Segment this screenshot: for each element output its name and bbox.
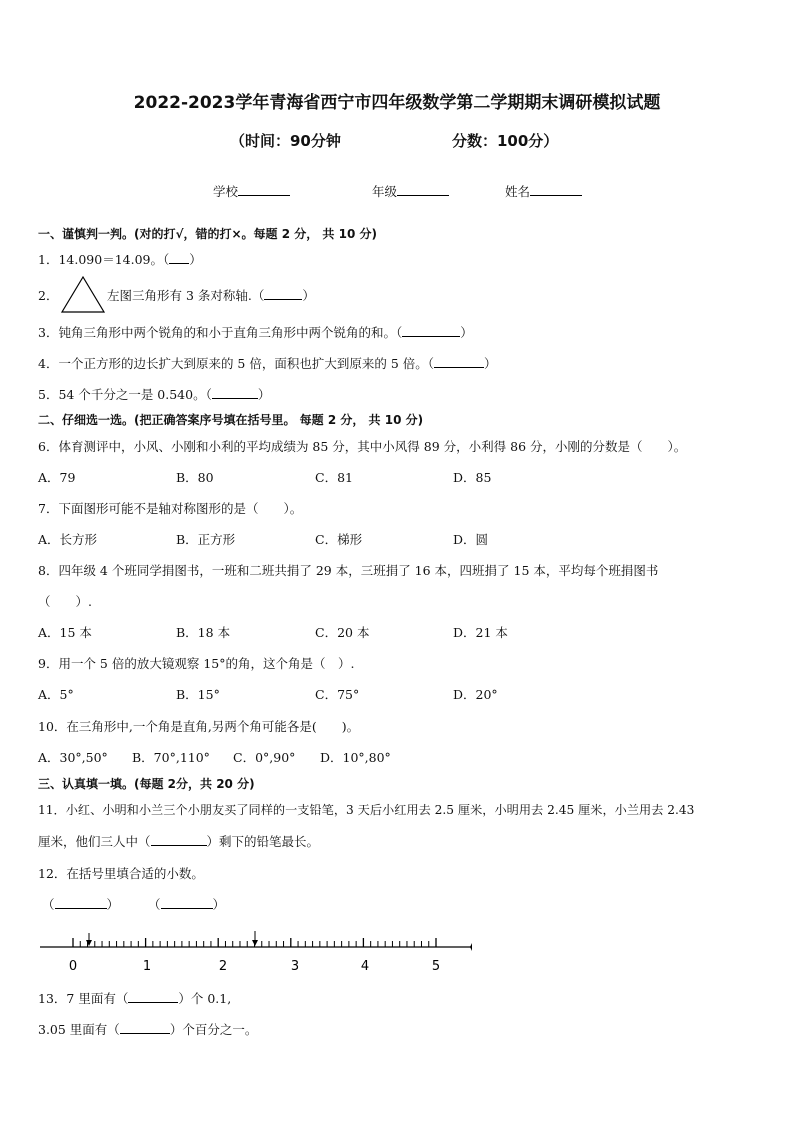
question-6: 6．体育测评中，小风、小刚和小利的平均成绩为 85 分，其中小风得 89 分，小利得 86 分，小刚的分数是（ ）。 bbox=[38, 439, 687, 454]
name-label: 姓名 bbox=[505, 184, 531, 199]
option-c: C．0°,90° bbox=[233, 750, 296, 765]
school-blank bbox=[238, 183, 290, 196]
paren-close: ） bbox=[189, 252, 202, 267]
option-d: D．21 本 bbox=[453, 625, 508, 640]
question-11-text-b: ）剩下的铅笔最长。 bbox=[206, 834, 320, 849]
option-a: A．30°,50° bbox=[38, 750, 108, 765]
option-d: D．85 bbox=[453, 470, 492, 485]
paren-close: ） bbox=[212, 897, 226, 912]
option-a: A．15 本 bbox=[38, 625, 92, 640]
option-d: D．10°,80° bbox=[320, 750, 391, 765]
option-a: A．5° bbox=[38, 687, 74, 702]
option-c: C．梯形 bbox=[315, 532, 363, 547]
tick-label-2: 2 bbox=[218, 959, 228, 974]
question-9: 9．用一个 5 倍的放大镜观察 15°的角，这个角是（ ）. bbox=[38, 656, 355, 671]
question-8: 8．四年级 4 个班同学捐图书，一班和二班共捐了 29 本，三班捐了 16 本，四班捐了 15 本，平均每个班捐图书 bbox=[38, 563, 659, 578]
number-line-arrow bbox=[470, 943, 472, 951]
question-10: 10．在三角形中,一个角是直角,另两个角可能各是( )。 bbox=[38, 719, 360, 734]
school-label: 学校 bbox=[213, 184, 239, 199]
option-b: B．70°,110° bbox=[132, 750, 210, 765]
tick-label-5: 5 bbox=[431, 959, 441, 974]
exam-score: 分数：100分） bbox=[452, 132, 559, 150]
answer-blank bbox=[169, 252, 189, 264]
question-1 bbox=[38, 250, 202, 268]
grade-field bbox=[372, 182, 449, 200]
question-3 bbox=[38, 323, 473, 341]
section-1-heading: 一、谨慎判一判。(对的打√，错的打×。每题 2 分， 共 10 分) bbox=[38, 227, 377, 241]
school-field bbox=[213, 182, 290, 200]
exam-time: （时间：90分钟 bbox=[230, 132, 341, 150]
question-12: 12．在括号里填合适的小数。 bbox=[38, 866, 204, 881]
tick-label-0: 0 bbox=[68, 959, 78, 974]
question-7: 7．下面图形可能不是轴对称图形的是（ ）。 bbox=[38, 501, 303, 516]
question-5-text: 5．54 个千分之一是 0.540。（ bbox=[38, 387, 212, 402]
tick-label-3: 3 bbox=[290, 959, 300, 974]
page-title: 2022-2023学年青海省西宁市四年级数学第二学期期末调研模拟试题 bbox=[133, 93, 661, 113]
paren-open: （ bbox=[42, 897, 55, 912]
question-13-text-c: 3.05 里面有（ bbox=[38, 1022, 120, 1037]
question-4-text: 4．一个正方形的边长扩大到原来的 5 倍，面积也扩大到原来的 5 倍。（ bbox=[38, 356, 435, 371]
question-3-text: 3．钝角三角形中两个锐角的和小于直角三角形中两个锐角的和。（ bbox=[38, 325, 403, 340]
paren-close: ） bbox=[106, 897, 120, 912]
question-5 bbox=[38, 385, 270, 403]
question-2-text: 左图三角形有 3 条对称轴.（ bbox=[107, 288, 265, 303]
name-blank bbox=[530, 183, 582, 196]
answer-blank bbox=[212, 387, 258, 399]
grade-blank bbox=[397, 183, 449, 196]
answer-blank bbox=[402, 325, 460, 337]
option-b: B．正方形 bbox=[176, 532, 236, 547]
question-13-text-a: 13．7 里面有（ bbox=[38, 991, 129, 1006]
answer-blank bbox=[120, 1022, 170, 1034]
option-d: D．圆 bbox=[453, 532, 489, 547]
answer-blank bbox=[161, 897, 213, 909]
question-13-text-b: ）个 0.1, bbox=[178, 991, 232, 1006]
paren-open: （ bbox=[148, 897, 161, 912]
question-11-cont bbox=[38, 832, 319, 850]
tick-label-4: 4 bbox=[360, 959, 370, 974]
option-b: B．18 本 bbox=[176, 625, 231, 640]
number-line bbox=[36, 925, 476, 975]
answer-paren-2 bbox=[148, 895, 225, 913]
question-11-text-a: 厘米，他们三人中（ bbox=[38, 834, 151, 849]
option-b: B．80 bbox=[176, 470, 214, 485]
paren-close: ） bbox=[460, 325, 473, 340]
question-2-number: 2． bbox=[38, 288, 59, 303]
pointer-arrow-1 bbox=[86, 933, 92, 946]
answer-paren-1 bbox=[42, 895, 119, 913]
answer-blank bbox=[434, 356, 484, 368]
option-b: B．15° bbox=[176, 687, 220, 702]
option-c: C．20 本 bbox=[315, 625, 370, 640]
question-1-text: 1．14.090＝14.09。（ bbox=[38, 252, 170, 267]
option-c: C．81 bbox=[315, 470, 353, 485]
paren-close: ） bbox=[302, 288, 315, 303]
triangle-shape bbox=[62, 277, 104, 312]
section-2-heading: 二、仔细选一选。(把正确答案序号填在括号里。 每题 2 分， 共 10 分) bbox=[38, 413, 424, 427]
paren-close: ） bbox=[484, 356, 497, 371]
answer-blank bbox=[128, 991, 178, 1003]
answer-blank bbox=[55, 897, 107, 909]
question-2 bbox=[107, 286, 315, 304]
question-4 bbox=[38, 354, 497, 372]
name-field bbox=[505, 182, 582, 200]
question-8-cont: （ ）. bbox=[38, 594, 92, 609]
grade-label: 年级 bbox=[372, 184, 398, 199]
question-11: 11．小红、小明和小兰三个小朋友买了同样的一支铅笔，3 天后小红用去 2.5 厘米，小明用去 2.45 厘米，小兰用去 2.43 bbox=[38, 803, 695, 817]
paren-close: ） bbox=[257, 387, 271, 402]
tick-label-1: 1 bbox=[142, 959, 152, 974]
option-a: A．79 bbox=[38, 470, 76, 485]
option-c: C．75° bbox=[315, 687, 360, 702]
option-d: D．20° bbox=[453, 687, 498, 702]
pointer-arrow-2 bbox=[252, 931, 258, 946]
question-13-text-d: ）个百分之一。 bbox=[169, 1022, 258, 1037]
triangle-figure bbox=[60, 275, 106, 315]
answer-blank bbox=[264, 288, 302, 300]
answer-blank bbox=[151, 834, 207, 846]
section-3-heading: 三、认真填一填。(每题 2分，共 20 分) bbox=[38, 777, 255, 791]
question-13 bbox=[38, 989, 231, 1007]
option-a: A．长方形 bbox=[38, 532, 98, 547]
question-13-line2 bbox=[38, 1020, 257, 1038]
